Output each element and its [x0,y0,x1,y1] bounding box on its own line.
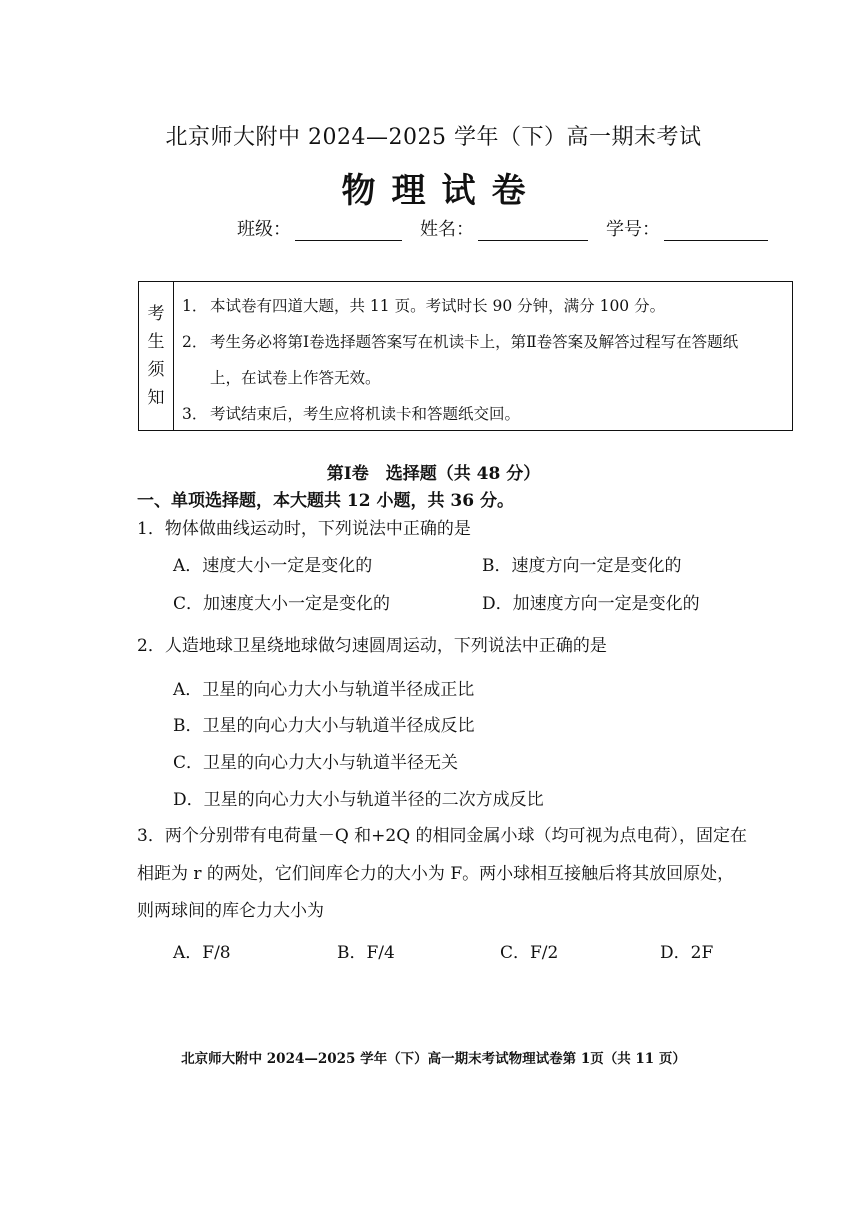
student-id-blank[interactable] [664,222,768,241]
question-3-stem-line: 则两球间的库仑力大小为 [137,901,324,921]
notice-side-char: 知 [147,388,165,408]
question-3-option-b: B．F/4 [337,943,395,963]
notice-text-continuation: 上，在试卷上作答无效。 [210,369,381,387]
section-title: 第Ⅰ卷 选择题（共 48 分） [326,464,541,484]
notice-side-char: 须 [147,360,165,380]
question-3-option-d: D．2F [660,943,714,963]
question-3-stem-line: 相距为 r 的两处，它们间库仑力的大小为 F。两小球相互接触后将其放回原处， [137,864,735,884]
name-label: 姓名： [420,219,474,240]
question-3-option-c: C．F/2 [500,943,559,963]
exam-title: 北京师大附中 2024—2025 学年（下）高一期末考试 [165,125,702,150]
student-id-label: 学号： [606,219,660,240]
part-heading: 一、单项选择题，本大题共 12 小题，共 36 分。 [137,491,514,511]
subject-title: 物理试卷 [341,171,542,211]
question-2-option-c: C．卫星的向心力大小与轨道半径无关 [173,753,459,773]
notice-text: 本试卷有四道大题，共 11 页。考试时长 90 分钟，满分 100 分。 [210,297,666,315]
notice-item [182,324,784,360]
notice-text: 考生务必将第Ⅰ卷选择题答案写在机读卡上，第Ⅱ卷答案及解答过程写在答题纸 [210,333,739,351]
question-3-stem-line: 3．两个分别带有电荷量－Q 和+2Q 的相同金属小球（均可视为点电荷），固定在 [137,826,748,846]
class-label: 班级： [237,219,291,240]
notice-side-char: 生 [147,332,165,352]
notice-item [182,288,784,324]
question-2-option-a: A．卫星的向心力大小与轨道半径成正比 [173,680,475,700]
class-field[interactable] [237,215,402,241]
question-1-option-c: C．加速度大小一定是变化的 [173,594,391,614]
notice-item [182,396,784,432]
notice-side-char: 考 [147,304,165,324]
question-2-option-b: B．卫星的向心力大小与轨道半径成反比 [173,716,475,736]
name-blank[interactable] [478,222,588,241]
question-2-option-d: D．卫星的向心力大小与轨道半径的二次方成反比 [173,790,544,810]
notice-number: 3． [182,405,208,423]
student-info-fields [237,215,768,241]
notice-list [174,282,792,430]
question-1-option-b: B．速度方向一定是变化的 [482,556,682,576]
class-blank[interactable] [295,222,402,241]
question-1-stem: 1．物体做曲线运动时，下列说法中正确的是 [137,519,471,539]
exam-notice-box [138,281,793,431]
page-footer: 北京师大附中 2024—2025 学年（下）高一期末考试物理试卷第 1页（共 11 页） [181,1051,686,1067]
notice-text: 考试结束后，考生应将机读卡和答题纸交回。 [210,405,521,423]
notice-number: 2． [182,333,208,351]
name-field[interactable] [420,215,588,241]
notice-number: 1． [182,297,208,315]
question-3-option-a: A．F/8 [173,943,231,963]
question-1-option-a: A．速度大小一定是变化的 [173,556,373,576]
student-id-field[interactable] [606,215,768,241]
question-1-option-d: D．加速度方向一定是变化的 [482,594,700,614]
question-2-stem: 2．人造地球卫星绕地球做匀速圆周运动，下列说法中正确的是 [137,636,607,656]
notice-side-label [139,282,174,430]
